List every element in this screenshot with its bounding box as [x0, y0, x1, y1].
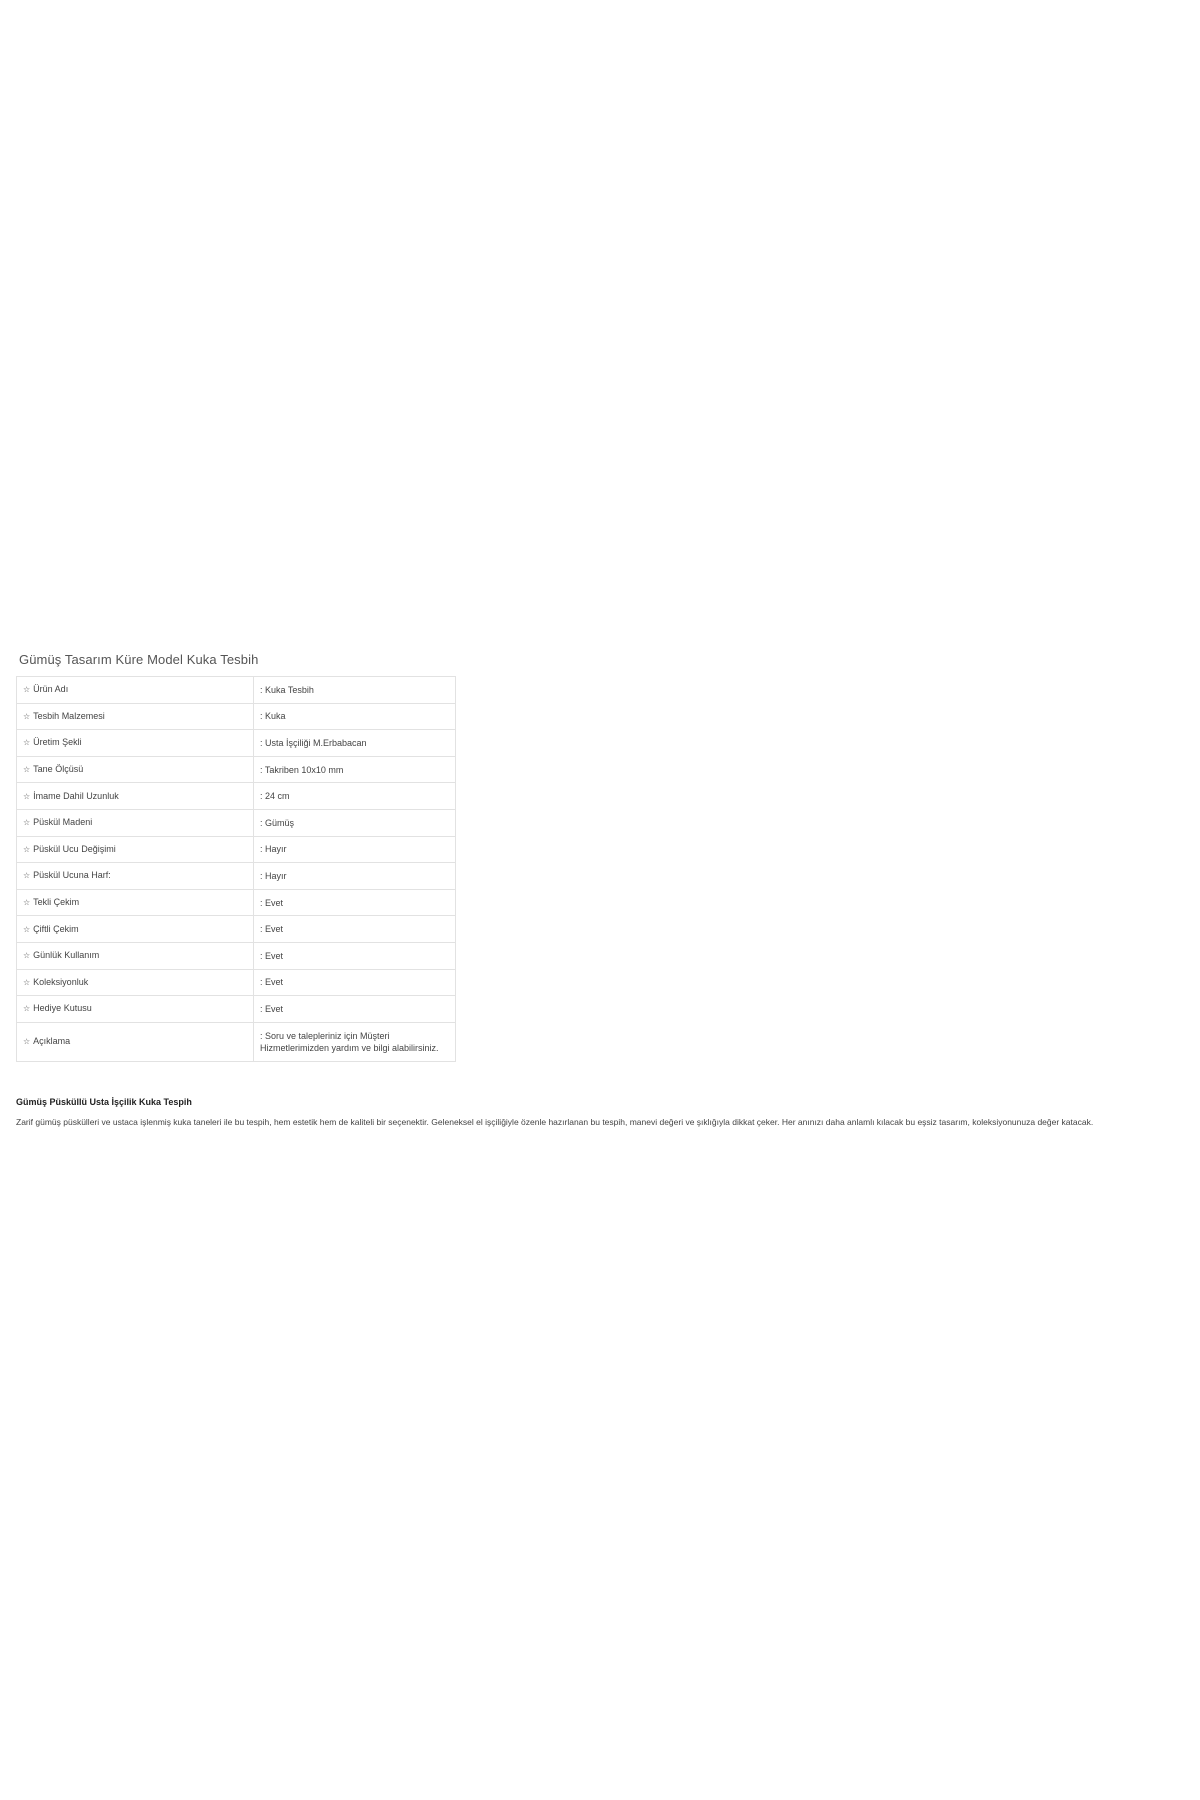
star-icon: ☆ — [23, 738, 31, 748]
spec-label: Püskül Ucu Değişimi — [33, 843, 116, 854]
table-row — [17, 863, 456, 890]
star-icon: ☆ — [23, 951, 31, 961]
table-row — [17, 756, 456, 783]
star-icon: ☆ — [23, 711, 31, 721]
product-title: Gümüş Tasarım Küre Model Kuka Tesbih — [19, 652, 259, 667]
table-row — [17, 783, 456, 810]
spec-value: : Evet — [254, 889, 456, 916]
spec-label: Günlük Kullanım — [33, 950, 100, 961]
spec-label: Tesbih Malzemesi — [33, 710, 105, 721]
spec-value: : Takriben 10x10 mm — [254, 756, 456, 783]
spec-value: : Usta İşçiliği M.Erbabacan — [254, 730, 456, 757]
star-icon: ☆ — [23, 844, 31, 854]
spec-label: Tane Ölçüsü — [33, 764, 84, 775]
product-spec-block — [16, 652, 456, 1062]
spec-value: : Evet — [254, 916, 456, 943]
table-row — [17, 889, 456, 916]
table-row — [17, 916, 456, 943]
spec-label: Püskül Madeni — [33, 817, 93, 828]
spec-label: İmame Dahil Uzunluk — [33, 790, 119, 801]
spec-value-line: : Soru ve talepleriniz için Müşteri — [260, 1030, 390, 1041]
spec-value — [254, 1022, 456, 1061]
spec-value: : 24 cm — [254, 783, 456, 810]
table-row — [17, 703, 456, 730]
star-icon: ☆ — [23, 1004, 31, 1014]
spec-value: : Hayır — [254, 836, 456, 863]
star-icon: ☆ — [23, 685, 31, 695]
spec-label: Açıklama — [33, 1036, 71, 1047]
spec-value: : Hayır — [254, 863, 456, 890]
star-icon: ☆ — [23, 871, 31, 881]
spec-label: Çiftli Çekim — [33, 923, 79, 934]
spec-value: : Gümüş — [254, 809, 456, 836]
table-row — [17, 730, 456, 757]
spec-value: : Evet — [254, 942, 456, 969]
star-icon: ☆ — [23, 898, 31, 908]
spec-label: Ürün Adı — [33, 684, 69, 695]
table-row — [17, 677, 456, 704]
spec-value: : Evet — [254, 996, 456, 1023]
spec-value-line: Hizmetlerimizden yardım ve bilgi alabilirsiniz. — [260, 1042, 439, 1053]
table-row — [17, 996, 456, 1023]
star-icon: ☆ — [23, 924, 31, 934]
spec-label: Koleksiyonluk — [33, 976, 89, 987]
spec-label: Hediye Kutusu — [33, 1003, 92, 1014]
star-icon: ☆ — [23, 791, 31, 801]
table-row — [17, 969, 456, 996]
description-text: Zarif gümüş püskülleri ve ustaca işlenmiş kuka taneleri ile bu tespih, hem estetik hem de kaliteli bir seçenektir. Geleneksel el işçiliğiyle özenle hazırlanan bu tespih, manevi değeri ve şıklığıyla dikkat çeker. Her anınızı daha anlamlı kılacak bu eşsiz tasarım, koleksiyonunuza değer katacak. — [16, 1117, 1094, 1127]
spec-label: Püskül Ucuna Harf: — [33, 870, 111, 881]
star-icon: ☆ — [23, 765, 31, 775]
spec-label: Üretim Şekli — [33, 737, 82, 748]
table-row — [17, 809, 456, 836]
spec-value: : Kuka — [254, 703, 456, 730]
spec-label: Tekli Çekim — [33, 897, 80, 908]
star-icon: ☆ — [23, 1037, 31, 1047]
spec-table — [16, 676, 456, 1062]
table-row — [17, 942, 456, 969]
spec-value: : Evet — [254, 969, 456, 996]
product-description — [16, 1096, 1186, 1128]
table-row — [17, 1022, 456, 1061]
spec-value: : Kuka Tesbih — [254, 677, 456, 704]
description-heading: Gümüş Püsküllü Usta İşçilik Kuka Tespih — [16, 1097, 192, 1107]
star-icon: ☆ — [23, 818, 31, 828]
table-row — [17, 836, 456, 863]
star-icon: ☆ — [23, 977, 31, 987]
